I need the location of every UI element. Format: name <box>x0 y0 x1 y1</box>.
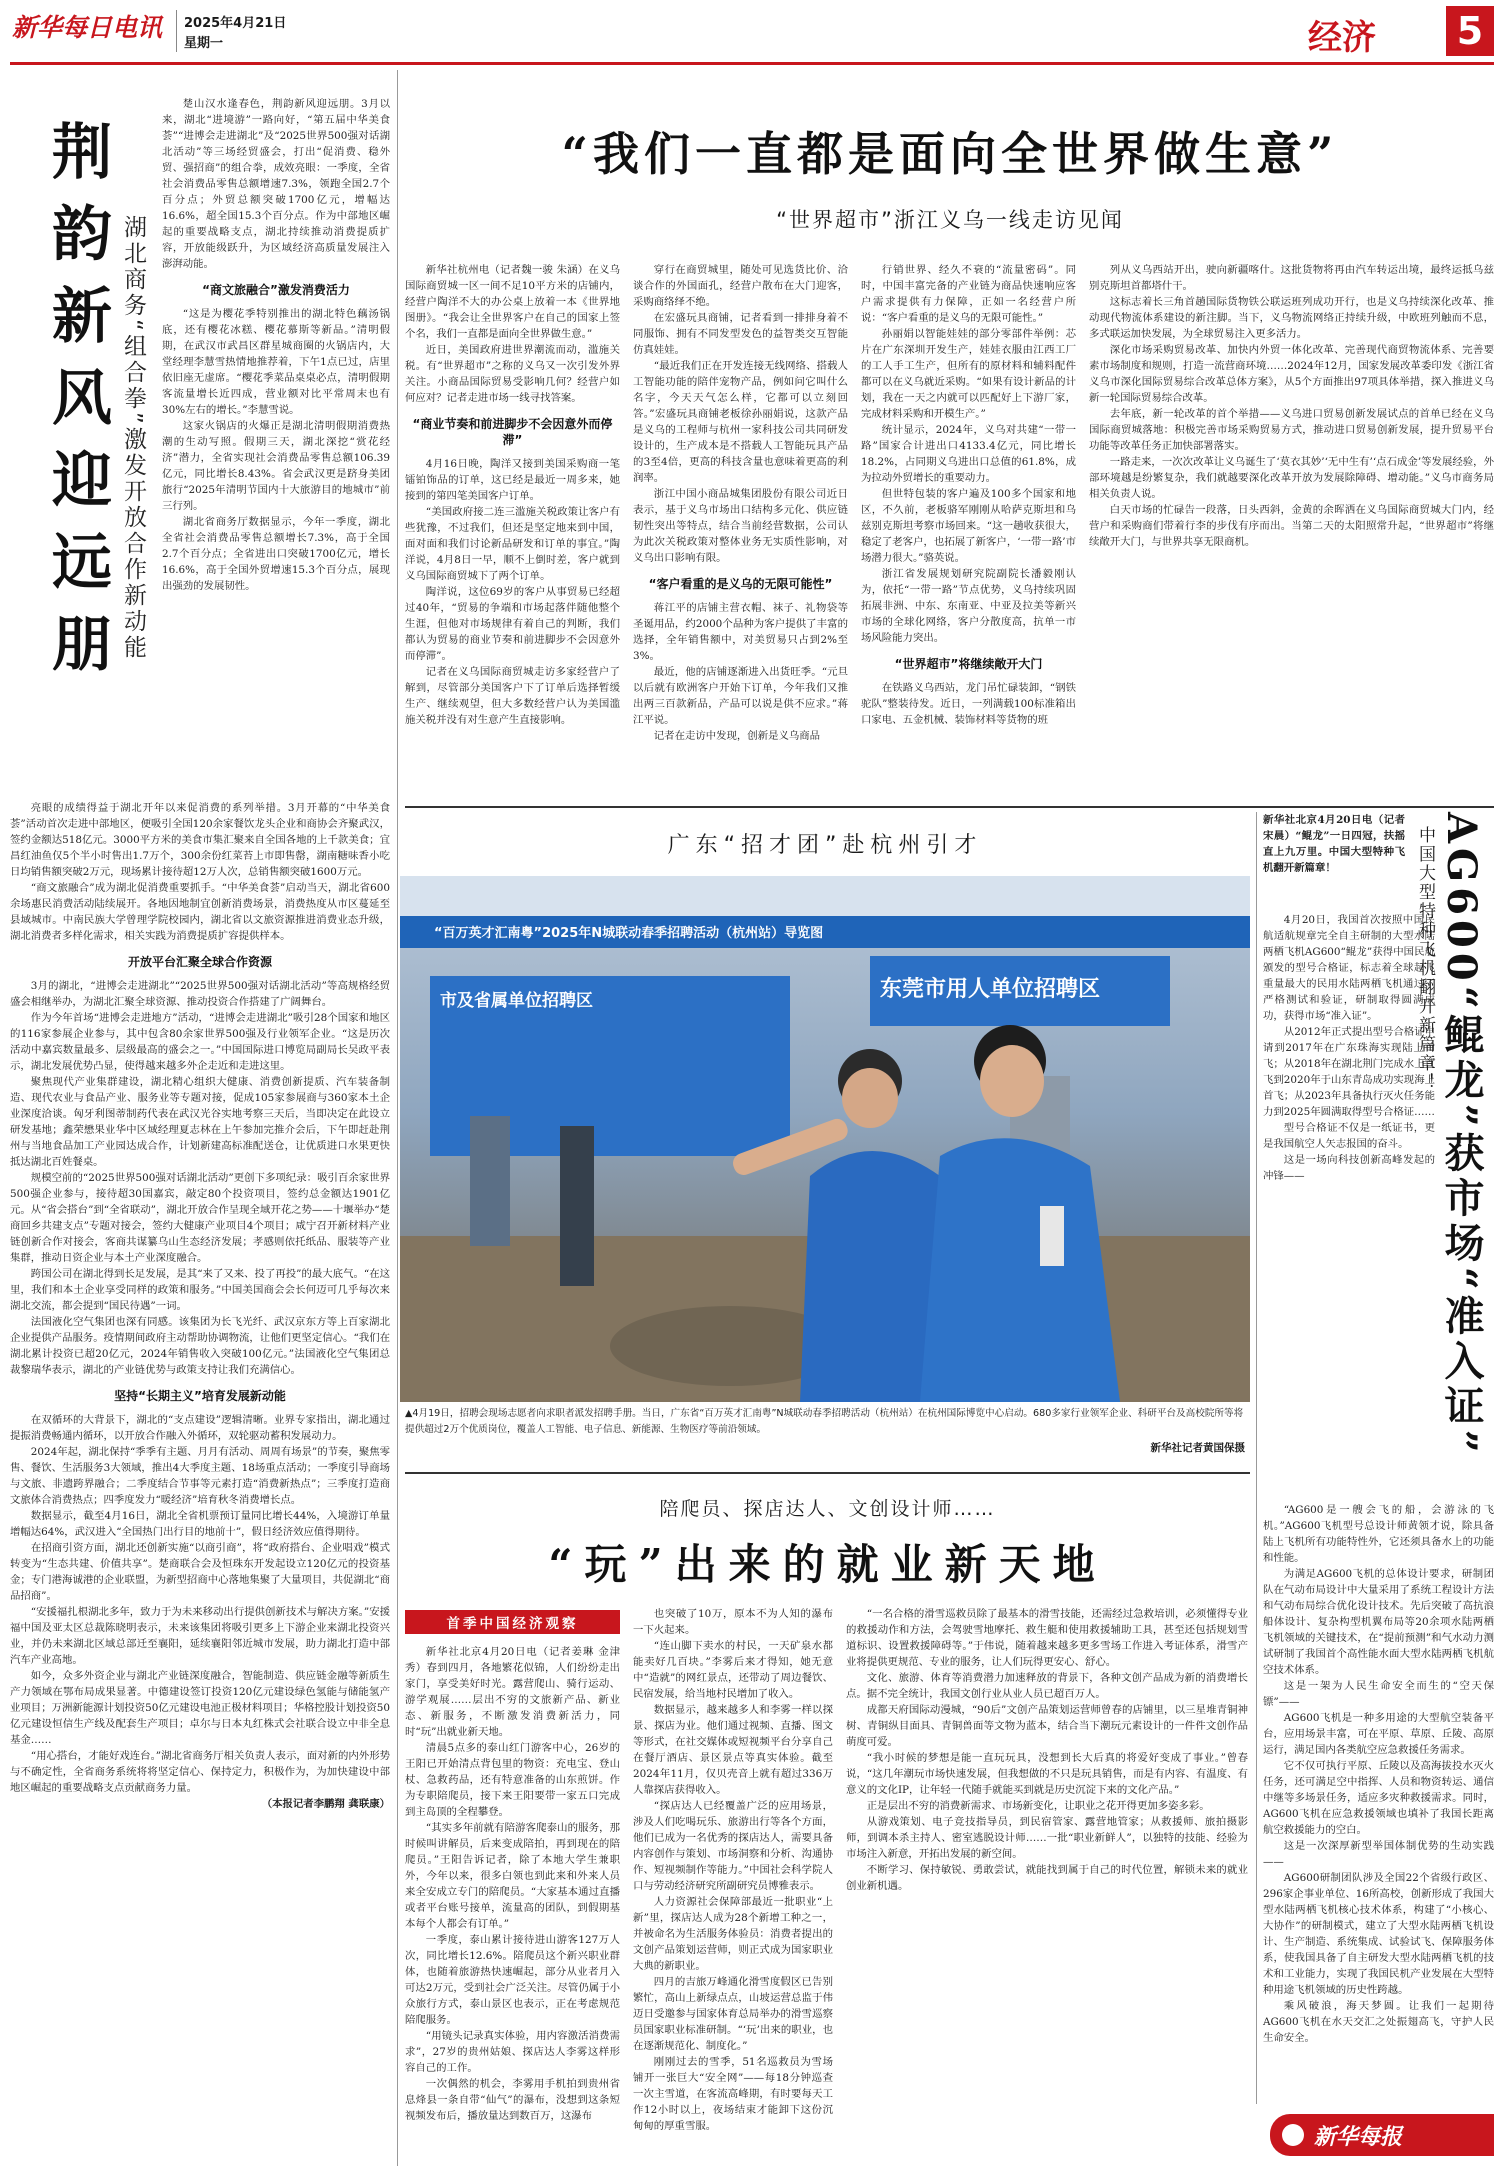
section-divider <box>405 806 1494 808</box>
ag600-lead-text: 新华社北京4月20日电（记者宋晨）“鲲龙”一日四冠，扶摇直上九万里。中国大型特种飞机翻开新篇章！ <box>1263 814 1405 874</box>
ag600-paragraph: “AG600是一艘会飞的船，会游泳的飞机。”AG600飞机型号总设计师黄领才说，除具备陆上飞机所有功能特性外，它还须具备水上的功能和性能。 <box>1263 1504 1494 1564</box>
jingzhou-s3-paragraph: “安援福扎根湖北多年，致力于为未来移动出行提供创新技术与解决方案。”安援福中国及亚太区总裁陈晓明表示，未来该集团将吸引更多上下游企业来湖北投资兴业，并仍未来湖北区域总部迁至襄阳，延续襄阳邻近城市发展，助力湖北打造中部汽车产业高地。 <box>10 1606 390 1666</box>
play-paragraph: 一季度，泰山累计接待进山游客127万人次，同比增长12.6%。陪爬员这个新兴职业群体，也随着旅游热快速崛起，部分从业者月入可达2万元，受到社会广泛关注。尽管仍属于小众旅行方式，泰山景区也表示，正在考虑规范陪爬服务。 <box>405 1934 620 2026</box>
play-col-3 <box>846 1606 1248 2166</box>
jingzhou-lead: 楚山汉水逢春色，荆韵新风迎远朋。3月以来，湖北“进境游”一路向好，“第五届中华美食荟”“进博会走进湖北”及“2025世界500强对话湖北活动”等三场经贸盛会，打出“促消费、稳外贸、强招商”的组合拳，成效亮眼：一季度，全省社会消费品零售总额增速7.3%，领跑全国2.7个百分点；外贸总额突破1700亿元，增幅达16.6%，超全国15.3个百分点。作为中部地区崛起的重要战略支点，湖北持续推动消费提质扩容，开放能级跃升，为区域经济高质量发展注入澎湃动能。 <box>162 98 390 270</box>
play-paragraph: 数据显示，越来越多人和李雾一样以探景、探店为业。他们通过视频、直播、图文等形式，在社交媒体或短视频平台分享自己在餐厅酒店、景区景点等真实体验。截至2024年11月，仅贝壳音上就有超过336万人靠探店获得收入。 <box>633 1704 833 1796</box>
jingzhou-section-2-title: 开放平台汇聚全球合作资源 <box>127 955 272 969</box>
yiwu-paragraph: 列从义乌西站开出，驶向新疆喀什。这批货物将再由汽车转运出境，最终运抵乌兹别克斯坦首都塔什干。 <box>1089 264 1494 292</box>
play-paragraph: 也突破了10万，原本不为人知的瀑布一下火起来。 <box>633 1608 833 1636</box>
yiwu-paragraph: 陶洋说，这位69岁的客户从事贸易已经超过40年，“贸易的争端和市场起落伴随他整个生涯，但他对市场规律有着自己的判断，我们都认为贸易的商业节奏和前进脚步不会因意外而停滞”。 <box>405 586 620 662</box>
yiwu-col-1 <box>405 262 620 802</box>
section-divider <box>405 1472 1250 1474</box>
jingzhou-s2-paragraph: 法国液化空气集团也深有同感。该集团为长飞光纤、武汉京东方等上百家湖北企业提供产品服务。疫情期间政府主动帮助协调物流，让他们更坚定信心。“我们在湖北累计投资已超20亿元，2024年销售收入突破100亿元。”法国液化空气集团总裁黎瑞华表示，湖北的产业链优势与政策支持让我们充满信心。 <box>10 1316 390 1376</box>
yiwu-paragraph: 新华社杭州电（记者魏一骏 朱涵）在义乌国际商贸城一区一间不足10平方米的店铺内，经营户陶洋不大的办公桌上放着一本《世界地图册》。“我会让全世界客户在自己的国家上签个名，我们一直都是面向全世界做生意。” <box>405 264 620 340</box>
play-paragraph: 文化、旅游、体育等消费潜力加速释放的背景下，各种文创产品成为新的消费增长点。据不完全统计，我国文创行业从业人员已超百万人。 <box>846 1672 1248 1700</box>
ag600-paragraph: 乘风破浪，海天梦圆。让我们一起期待AG600飞机在水天交汇之处振翅高飞，守护人民生命安全。 <box>1263 2000 1494 2044</box>
jingzhou-s2-paragraph: 3月的湖北，“进博会走进湖北”“2025世界500强对话湖北活动”等高规格经贸盛会相继举办，为湖北汇聚全球资源、推动投资合作搭建了广阔舞台。 <box>10 980 390 1008</box>
yiwu-paragraph: 最近，他的店铺逐渐进入出货旺季。“元旦以后就有欧洲客户开始下订单，今年我们又推出两三百款新品，产品可以说是供不应求。”蒋江平说。 <box>633 666 848 726</box>
play-paragraph: “我小时候的梦想是能一直玩玩具，没想到长大后真的将爱好变成了事业。”曾春说，“这几年潮玩市场快速发展，但我想做的不只是玩具销售，而是有内容、有温度、有意义的文化IP，让年轻一代随手就能买到就是历史沉淀下来的文化产品。” <box>846 1752 1248 1796</box>
footer-logo-text: 新华每报 <box>1314 2124 1403 2150</box>
jingzhou-col-wide <box>10 800 390 2170</box>
column-tag <box>405 1610 620 1634</box>
footer-logo-icon <box>1282 2124 1304 2146</box>
play-title: “玩”出来的就业新天地 <box>548 1540 1107 1589</box>
jingzhou-byline: （本报记者李鹏翔 龚联康） <box>261 1798 390 1810</box>
jingzhou-s1-paragraph: “这是为樱花季特别推出的湖北特色藕汤锅底，还有樱花冰糕、樱花慕斯等新品。”清明假期，在武汉市武昌区群星城商圈的火锅店内，大堂经理李慧雪热情地推荐着，下午1点已过，店里依旧座无虚席。“樱花季菜品桌桌必点，清明假期客流量增长近四成，营业额对比平常周末也有30%左右的增长。”李慧雪说。 <box>162 308 390 416</box>
yiwu-paragraph: “最近我们正在开发连接无线网络、搭载人工智能功能的陪伴宠物产品，例如问它叫什么名字，今天天气怎么样，它都可以立刻回答。”宏盛玩具商铺老板徐孙丽娟说，这款产品是义乌的工程师与杭州一家科技公司共同研发设计的，生产成本是不搭载人工智能玩具产品的3至4倍，更高的科技含量也意味着更高的利润率。 <box>633 360 848 484</box>
yiwu-paragraph: 蒋江平的店铺主营衣帽、袜子、礼物袋等圣诞用品，约2000个品种为客户提供了丰富的选择，全年销售额中，对美贸易只占到2%至3%。 <box>633 602 848 662</box>
masthead-divider <box>176 10 177 52</box>
ag600-paragraph: 4月20日，我国首次按照中国民航适航规章完全自主研制的大型水陆两栖飞机AG600“鲲龙”获得中国民航颁发的型号合格证，标志着全球起飞重量最大的民用水陆两栖飞机通过了严格测试和验证，研制取得圆满成功，获得市场“准入证”。 <box>1263 914 1435 1022</box>
column-tag-label: 首季中国经济观察 <box>446 1616 579 1632</box>
ag600-paragraph: 这是一次深厚新型举国体制优势的生动实践—— <box>1263 1840 1494 1868</box>
jingzhou-paragraph: “商文旅融合”成为湖北促消费重要抓手。“中华美食荟”启动当天，湖北省600余场惠民消费活动陆续展开。各地因地制宜创新消费场景，消费热度从市区蔓延至县域城市。中南民族大学曾理学院校园内，湖北省以文旅资源推进消费业态升级，湖北消费者多样化需求，相关实践为消费提质扩容提供样本。 <box>10 882 390 942</box>
photo-credit: 新华社记者黄国保摄 <box>1150 1442 1245 1454</box>
play-paragraph: 清晨5点多的泰山红门游客中心，26岁的王阳已开始清点背包里的物资：充电宝、登山杖、急救药品，还有特意准备的山东煎饼。作为专职陪爬员，接下来王阳要带一家五口完成到主岛顶的全程攀登。 <box>405 1742 620 1818</box>
news-photo <box>400 876 1250 1402</box>
ag600-paragraph: 从2012年正式提出型号合格证申请到2017年在广东珠海实现陆上首飞；从2018年在湖北荆门完成水上首飞到2020年于山东青岛成功实现海上首飞；从2023年具备执行灭火任务能力到2025年圆满取得型号合格证…… <box>1263 1026 1435 1118</box>
ag600-paragraph: 它不仅可执行平原、丘陵以及高海拔投水灭火任务，还可满足空中指挥、人员和物资转运、通信中继等多场景任务，适应多灾种救援需求。同时，AG600飞机在应急救援领域也填补了我国长距离航空救援能力的空白。 <box>1263 1760 1494 1836</box>
jingzhou-s3-paragraph: 2024年起，湖北保持“季季有主题、月月有活动、周周有场景”的节奏，聚焦零售、餐饮、生活服务3大领域，推出4大季度主题、18场重点活动；一季度引导商场与文旅、非遗跨界融合；二季度结合节事等元素打造“消费新热点”；三季度打造商文旅体合消费热点；四季度发力“暖经济”培育秋冬消费增长点。 <box>10 1446 390 1506</box>
jingzhou-subtitle: 湖北商务“组合拳”激发开放合作新动能 <box>120 215 146 661</box>
play-paragraph: 人力资源社会保障部最近一批职业“上新”里，探店达人成为28个新增工种之一，并被命名为生活服务体验员：消费者提出的文创产品策划运营师，则正式成为国家职业大典的新职业。 <box>633 1896 833 1972</box>
play-paragraph: 正是层出不穷的消费新需求、市场新变化，让职业之花开得更加多姿多彩。 <box>866 1800 1210 1812</box>
page-number: 5 <box>1446 6 1494 56</box>
play-col-1 <box>405 1644 620 2166</box>
play-paragraph: 刚刚过去的雪季，51名巡救员为雪场铺开一张巨大“安全网”——每18分钟巡查一次主雪道，在客流高峰期，有时要每天工作12小时以上，夜场结束才能卸下这份沉甸甸的厚重雪服。 <box>633 2056 833 2132</box>
jingzhou-s2-paragraph: 作为今年首场“进博会走进地方”活动，“进博会走进湖北”吸引28个国家和地区的116家参展企业参与，其中包含80余家世界500强及行业领军企业。“这是历次活动中嘉宾数量最多、层级最高的盛会之一。”中国国际进口博览局副局长吴政平表示，湖北发展优势凸显，使得越来越多外企走近和走进这里。 <box>10 1012 390 1072</box>
ag600-lead <box>1263 812 1405 906</box>
yiwu-col-2 <box>633 262 848 802</box>
yiwu-section-1-title: “商业节奏和前进脚步不会因意外而停滞” <box>412 417 613 447</box>
footer-logo <box>1270 2114 1494 2156</box>
jingzhou-s3-paragraph: 在招商引资方面，湖北还创新实施“以商引商”，将“政府搭台、企业唱戏”模式转变为“生态共建、价值共享”。楚商联合会及恒珠东开发起设立120亿元的投资基金；专门港海诚港的企业联盟，为新型招商中心落地集聚了大量项目，共促湖北“商品招商”。 <box>10 1542 390 1602</box>
ag600-kicker: 中国大型特种飞机翻开新篇章！ <box>1415 826 1435 1092</box>
jingzhou-s1-paragraph: 这家火锅店的火爆正是湖北清明假期消费热潮的生动写照。假期三天，湖北深挖“赏花经济”潜力，全省实现社会消费品零售总额106.39亿元，同比增长8.43%。省会武汉更是跻身美团旅行“2025年清明节国内十大旅游目的地城市”前三行列。 <box>162 420 390 512</box>
yiwu-col-4 <box>1089 262 1494 802</box>
jingzhou-paragraph: 亮眼的成绩得益于湖北开年以来促消费的系列举措。3月开幕的“中华美食荟”活动首次走进中部地区，便吸引全国120余家餐饮龙头企业和商协会齐聚武汉，签约金额达518亿元。3000平方米的美食市集汇聚来自全国各地的上千款美食；宜昌红油鱼仅5个半小时售出1.7万个，300余份红菜苔上市即售罄，湖南糖味香小吃日均销售额突破2万元，现场累计接待超12万人次，总销售额突破1600万元。 <box>10 802 390 878</box>
yiwu-paragraph: 这标志着长三角首趟国际货物铁公联运班列成功开行，也是义乌持续深化改革、推动现代物流体系建设的新注脚。当下，义乌物流网络正持续升级，中欧班列触而不息，多式联运加快发展，为全球贸易注入更多活力。 <box>1089 296 1494 340</box>
play-paragraph: “用镜头记录真实体验，用内容激活消费需求”，27岁的贵州姑娘、探店达人李雾这样形容自己的工作。 <box>405 2030 620 2074</box>
paper-logo: 新华每日电讯 <box>12 13 163 42</box>
yiwu-paragraph: 记者在义乌国际商贸城走访多家经营户了解到，尽管部分美国客户下了订单后选择暂缓生产、继续观望，但大多数经营户认为美国滥施关税并没有对生意产生直接影响。 <box>405 666 620 726</box>
play-paragraph: “一名合格的滑雪巡救员除了最基本的滑雪技能，还需经过急救培训，必须懂得专业的救援动作和方法，会驾驶雪地摩托、救生艇和使用救援辅助工具，甚至还包括规划雪道标识、设置救援障碍等。”于伟说，随着越来越多更多雪场工作进入考证体系，滑雪产业将提供更规范、专业的服务，让人们玩得更安心、舒心。 <box>846 1608 1248 1668</box>
yiwu-paragraph: 一路走来，一次次改革让义乌诞生了‘莫衣其妙’‘无中生有’‘点石成金’等发展经验，外部环境越是纷繁复杂，我们就越要深化改革开放为发展除障碍、增动能。”义乌市商务局相关负责人说。 <box>1089 456 1494 500</box>
yiwu-section-2-title: “客户看重的是义乌的无限可能性” <box>648 577 833 591</box>
section-name: 经济 <box>1308 18 1376 58</box>
play-kicker: 陪爬员、探店达人、文创设计师…… <box>659 1498 996 1520</box>
play-paragraph: 不断学习、保持敏锐、勇敢尝试，就能找到属于自己的时代位置，解锁未来的就业创业新机遇。 <box>846 1864 1248 1892</box>
yiwu-paragraph: 穿行在商贸城里，随处可见选货比价、洽谈合作的外国面孔，经营户散布在大门迎客，采购商络绎不绝。 <box>633 264 848 308</box>
yiwu-paragraph: 浙江省发展规划研究院副院长潘毅刚认为，依托“一带一路”节点优势，义乌持续巩固拓展非洲、中东、东南亚、中亚及拉美等新兴市场的全球化网络，客户分散度高，抗单一市场风险能力突出。 <box>861 568 1076 644</box>
play-paragraph: “探店达人已经覆盖广泛的应用场景，涉及人们吃喝玩乐、旅游出行等各个方面，他们已成为一名优秀的探店达人，需要具备内容创作与策划、市场洞察和分析、沟通协作、短视频制作等能力。”中国社会科学院人口与劳动经济研究所副研究员博雅表示。 <box>633 1800 833 1892</box>
ag600-paragraph: 这是一场向科技创新高峰发起的冲锋—— <box>1263 1154 1435 1182</box>
yiwu-paragraph: 统计显示，2024年，义乌对共建“一带一路”国家合计进出口4133.4亿元，同比增长18.2%，占同期义乌进出口总值的61.8%，成为拉动外贸增长的重要动力。 <box>861 424 1076 484</box>
yiwu-paragraph: 近日，美国政府进世界潮流而动，滥施关税。有“世界超市”之称的义乌又一次引发外界关注。小商品国际贸易受影响几何？经营户如何应对？记者走进市场一线寻找答案。 <box>405 344 620 404</box>
issue-date: 2025年4月21日 <box>184 16 287 31</box>
ag600-paragraph: AG600飞机是一种多用途的大型航空装备平台，应用场景丰富，可在平原、草原、丘陵、高原运行，满足国内各类航空应急救援任务需求。 <box>1263 1712 1494 1756</box>
play-paragraph: 一次偶然的机会，李雾用手机拍到贵州省息烽县一条自带“仙气”的瀑布，没想到这条短视频发布后，播放量达到数百万，这瀑布 <box>405 2078 620 2122</box>
photo-banner-mid: 东莞市用人单位招聘区 <box>880 977 1101 1002</box>
yiwu-section-3-title: “世界超市”将继续敞开大门 <box>894 657 1043 671</box>
yiwu-paragraph: 但世特包装的客户遍及100多个国家和地区，不久前，老板骆军刚刚从哈萨克斯坦和乌兹别克斯坦考察市场回来。“这一趟收获很大，稳定了老客户，也拓展了新客户，‘一带一路’市场潜力很大。”骆英说。 <box>861 488 1076 564</box>
photo-banner-top: “百万英才汇南粤”2025年N城联动春季招聘活动（杭州站）导览图 <box>434 926 824 941</box>
ag600-col-upper <box>1263 912 1435 1502</box>
jingzhou-s2-paragraph: 聚焦现代产业集群建设，湖北精心组织大健康、消费创新提质、汽车装备制造、现代农业与食品产业、服务业等专题对接，促成105家参展商与360家本土企业深度洽谈。匈牙利图蒂制药代表在武汉光谷实地考察三天后，当即决定在此设立研发基地；鑫荣懋果业华中区域经理夏志林在上午参加完推介会后，下午即赶赴荆州与当地食品加工产业园达成合作，计划新建高标准配送仓，让优质进口水果更快抵达湖北百姓餐桌。 <box>10 1076 390 1168</box>
yiwu-paragraph: 在铁路义乌西站，龙门吊忙碌装卸，“钢铁驼队”整装待发。近日，一列满载100标准箱出口家电、五金机械、装饰材料等货物的班 <box>861 682 1076 726</box>
jingzhou-section-1-title: “商文旅融合”激发消费活力 <box>202 283 350 297</box>
yiwu-paragraph: 在宏盛玩具商铺，记者看到一排排身着不同服饰、拥有不同发型发色的益智类交互智能仿真娃娃。 <box>633 312 848 356</box>
ag600-paragraph: AG600研制团队涉及全国22个省级行政区、296家企事业单位、16所高校，创新形成了我国大型水陆两栖飞机核心技术体系，构建了“小核心、大协作”的研制模式，建立了大型水陆两栖飞机设计、生产制造、系统集成、试验试飞、保障服务体系，使我国具备了自主研发大型水陆两栖飞机的技术和工业能力，实现了我国民机产业发展在大型特种用途飞机领域的历史性跨越。 <box>1263 1872 1494 1996</box>
play-paragraph: 四月的吉旅万峰通化滑雪度假区已告别繁忙，高山上新绿点点，山坡运营总监于伟迈日受邀参与国家体育总局举办的滑雪巡察员国家职业标准研制。“‘玩’出来的职业，也在逐渐规范化、制度化。” <box>633 1976 833 2052</box>
yiwu-paragraph: 浙江中国小商品城集团股份有限公司近日表示，基于义乌市场出口结构多元化、供应链韧性突出等特点，结合当前经营数据，公司认为此次关税政策对整体业务无实质性影响，对义乌出口影响有限。 <box>633 488 848 564</box>
yiwu-paragraph: “美国政府接二连三滥施关税政策让客户有些犹豫，不过我们，但还是坚定地来到中国，面对面和我们讨论新品研发和订单的事宜。”陶洋说，4月8日一早，顺不上倒时差，客户就到义乌国际商贸城下了两个订单。 <box>405 506 620 582</box>
photo-caption: ▲4月19日，招聘会现场志愿者向求职者派发招聘手册。当日，广东省“百万英才汇南粤”N城联动春季招聘活动（杭州站）在杭州国际博览中心启动。680多家行业领军企业、科研平台及高校院所等将提供超过2万个优质岗位，覆盖人工智能、电子信息、新能源、生物医疗等前沿领域。 <box>405 1408 1244 1435</box>
jingzhou-s3-paragraph: 数据显示，截至4月16日，湖北全省机票预订量同比增长44%，入境游订单量增幅达64%，武汉进入“全国热门出行目的地前十”，假日经济效应值得期待。 <box>10 1510 390 1538</box>
photo-banner-low: 市及省属单位招聘区 <box>440 991 593 1011</box>
play-paragraph: 成都天府国际动漫城，“90后”文创产品策划运营师曾春的店铺里，以三星堆青铜神树、青铜纵目面具、青铜兽面等文物为蓝本，结合当下潮玩元素设计的一件件文创作品萌度可爱。 <box>846 1704 1248 1748</box>
jingzhou-section-3-title: 坚持“长期主义”培育发展新动能 <box>114 1389 286 1403</box>
masthead-rule <box>10 62 1494 65</box>
yiwu-paragraph: 4月16日晚，陶洋又接到美国采购商一笔镭铂饰品的订单，这已经是最近一周多来，她接到的第四笔美国客户订单。 <box>405 458 620 502</box>
play-col-2 <box>633 1606 833 2166</box>
yiwu-title: “我们一直都是面向全世界做生意” <box>561 127 1339 181</box>
yiwu-paragraph: 孙丽娟以智能娃娃的部分零部件举例：芯片在广东深圳开发生产，娃娃衣服由江西工厂的工人手工生产，但所有的原材料和辅料配件都可以在义乌就近采购。“如果有设计新品的计划，我在一天之内就可以匹配好上下游厂家，完成材料采购和开模生产。” <box>861 328 1076 420</box>
yiwu-subtitle: “世界超市”浙江义乌一线走访见闻 <box>776 208 1124 232</box>
jingzhou-s3-paragraph: 如今，众多外资企业与湖北产业链深度融合，智能制造、供应链金融等新质生产力领域在鄂布局成果显著。中德建设签订投资120亿元建设绿色氢能与储能氢产业项目；万洲新能源计划投资50亿元建设电池正极材料项目；华格控股计划投资50亿元建设恒信生产线及配套生产项目；卓尔与日本丸红株式会社联合设立中非全息基金…… <box>10 1670 390 1746</box>
play-paragraph: 新华社北京4月20日电（记者姜琳 金津秀）春到四月，各地繁花似锦，人们纷纷走出家门，享受美好时光。露营爬山、骑行运动、游学观展……层出不穷的文旅新产品、新业态、新服务，不断激发消费新活力，同时“玩”出就业新天地。 <box>405 1646 620 1738</box>
column-divider <box>397 70 398 2166</box>
yiwu-paragraph: 记者在走访中发现，创新是义乌商品 <box>653 730 821 742</box>
yiwu-paragraph: 去年底，新一轮改革的首个举措——义乌进口贸易创新发展试点的首单已经在义乌国际商贸城落地：积极完善市场采购贸易方式，推动进口贸易创新发展，提升贸易平台功能等改革任务正加快部署落实。 <box>1089 408 1494 452</box>
ag600-title: AG600“鲲龙”获市场“准入证” <box>1438 812 1485 1458</box>
jingzhou-s1-paragraph: 湖北省商务厅数据显示，今年一季度，湖北全省社会消费品零售总额增长7.3%，高于全国2.7个百分点；全省进出口突破1700亿元，增长16.6%，高于全国外贸增速15.3个百分点，展现出强劲的发展韧性。 <box>162 516 390 592</box>
yiwu-col-3 <box>861 262 1076 802</box>
column-divider <box>1256 812 1257 2104</box>
recruitment-fair-photo <box>400 876 1250 1402</box>
yiwu-paragraph: 行销世界、经久不衰的“流量密码”。同时，中国丰富完备的产业链为商品快速响应客户需求提供有力保障，正如一名经营户所说：“客户看重的是义乌的无限可能性。” <box>861 264 1076 324</box>
jingzhou-s2-paragraph: 跨国公司在湖北得到长足发展，是其“来了又来、投了再投”的最大底气。“在这里，我们和本土企业享受同样的政策和服务。”中国美国商会会长何迈可几乎每次来湖北交流，都会提到“国民待遇”一词。 <box>10 1268 390 1312</box>
jingzhou-col-top <box>162 96 390 800</box>
masthead <box>0 0 1500 62</box>
play-paragraph: 从游戏策划、电子竞技指导员，到民宿管家、露营地管家；从救援师、旅拍摄影师，到调本杀主持人、密室逃脱设计师……一批“职业新鲜人”，以独特的技能、经验为市场注入新意，开拓出发展的新空间。 <box>846 1816 1248 1860</box>
issue-weekday: 星期一 <box>184 36 224 51</box>
ag600-paragraph: 型号合格证不仅是一纸证书，更是我国航空人矢志报国的奋斗。 <box>1263 1122 1435 1150</box>
ag600-col-lower <box>1263 1502 1494 2107</box>
ag600-paragraph: 这是一架为人民生命安全而生的“空天保镖”—— <box>1263 1680 1494 1708</box>
jingzhou-s3-paragraph: 在双循环的大背景下，湖北的“支点建设”逻辑清晰。业界专家指出，湖北通过提振消费畅通内循环，以开放合作融入外循环，双轮驱动蓄积发展动力。 <box>10 1414 390 1442</box>
jingzhou-s2-paragraph: 规模空前的“2025世界500强对话湖北活动”更创下多项纪录：吸引百余家世界500强企业参与，接待超30国嘉宾，敲定80个投资项目，签约总金额达1901亿元。从“省会搭台”到“全省联动”，湖北开放合作呈现全域开花之势——十堰举办“楚商回乡共建支点”专题对接会，签约大健康产业项目4个项目；咸宁召开新材料产业链创新合作对接会，客商共谋纂乌山生态经济发展；孝感则依托纸品、服装等产业集群，推动日资企业与本土产业深度融合。 <box>10 1172 390 1264</box>
play-paragraph: “连山脚下卖水的村民，一天矿泉水都能卖好几百块。”李雾后来才得知，她无意中“造就”的网红景点，还带动了周边餐饮、民宿发展，给当地村民增加了收入。 <box>633 1640 833 1700</box>
play-paragraph: “其实多年前就有陪游客爬泰山的服务，那时候叫讲解员，后来变成陪拍，再到现在的陪爬员。”王阳告诉记者，除了本地大学生兼职外，今年以来，很多白领也到此来和外来人员来全安成立专门的陪爬员。“大家基本通过直播或者平台账号接单，流量高的团队，到假期基本每个人都会有订单。” <box>405 1822 620 1930</box>
ag600-paragraph: 为满足AG600飞机的总体设计要求，研制团队在气动布局设计中大量采用了系统工程设计方法和气动布局综合优化设计技术。先后突破了高抗浪船体设计、复杂构型机翼布局等20余项水陆两栖飞机领域的关键技术，在“提前预测”和气水动力测试研制了我国首个高性能水面大型水陆两栖飞机航空技术体系。 <box>1263 1568 1494 1676</box>
jingzhou-title: 荆韵新风迎远朋 <box>42 120 112 694</box>
jingzhou-s3-paragraph: “用心搭台，才能好戏连台。”湖北省商务厅相关负责人表示，面对新的内外形势与不确定性，全省商务系统将将坚定信心、保持定力，积极作为，为加快建设中部地区崛起的重要战略支点贡献商务力量。 <box>10 1750 390 1794</box>
yiwu-paragraph: 白天市场的忙碌告一段落，日头西斜，金黄的余晖洒在义乌国际商贸城大门内，经营户和采购商们带着行李的步伐有序而出。当第二天的太阳照常升起，“世界超市”将继续敞开大门，与世界共享无限商机。 <box>1089 504 1494 548</box>
yiwu-paragraph: 深化市场采购贸易改革、加快内外贸一体化改革、完善现代商贸物流体系、完善要素市场制度和规则，打造一流营商环境……2024年12月，国家发展改革委印发《浙江省义乌市深化国际贸易综合改革总体方案》，从5个方面推出97项具体举措，探入推进义乌新一轮国际贸易综合改革。 <box>1089 344 1494 404</box>
photo-headline: 广东“招才团”赴杭州引才 <box>667 833 983 858</box>
